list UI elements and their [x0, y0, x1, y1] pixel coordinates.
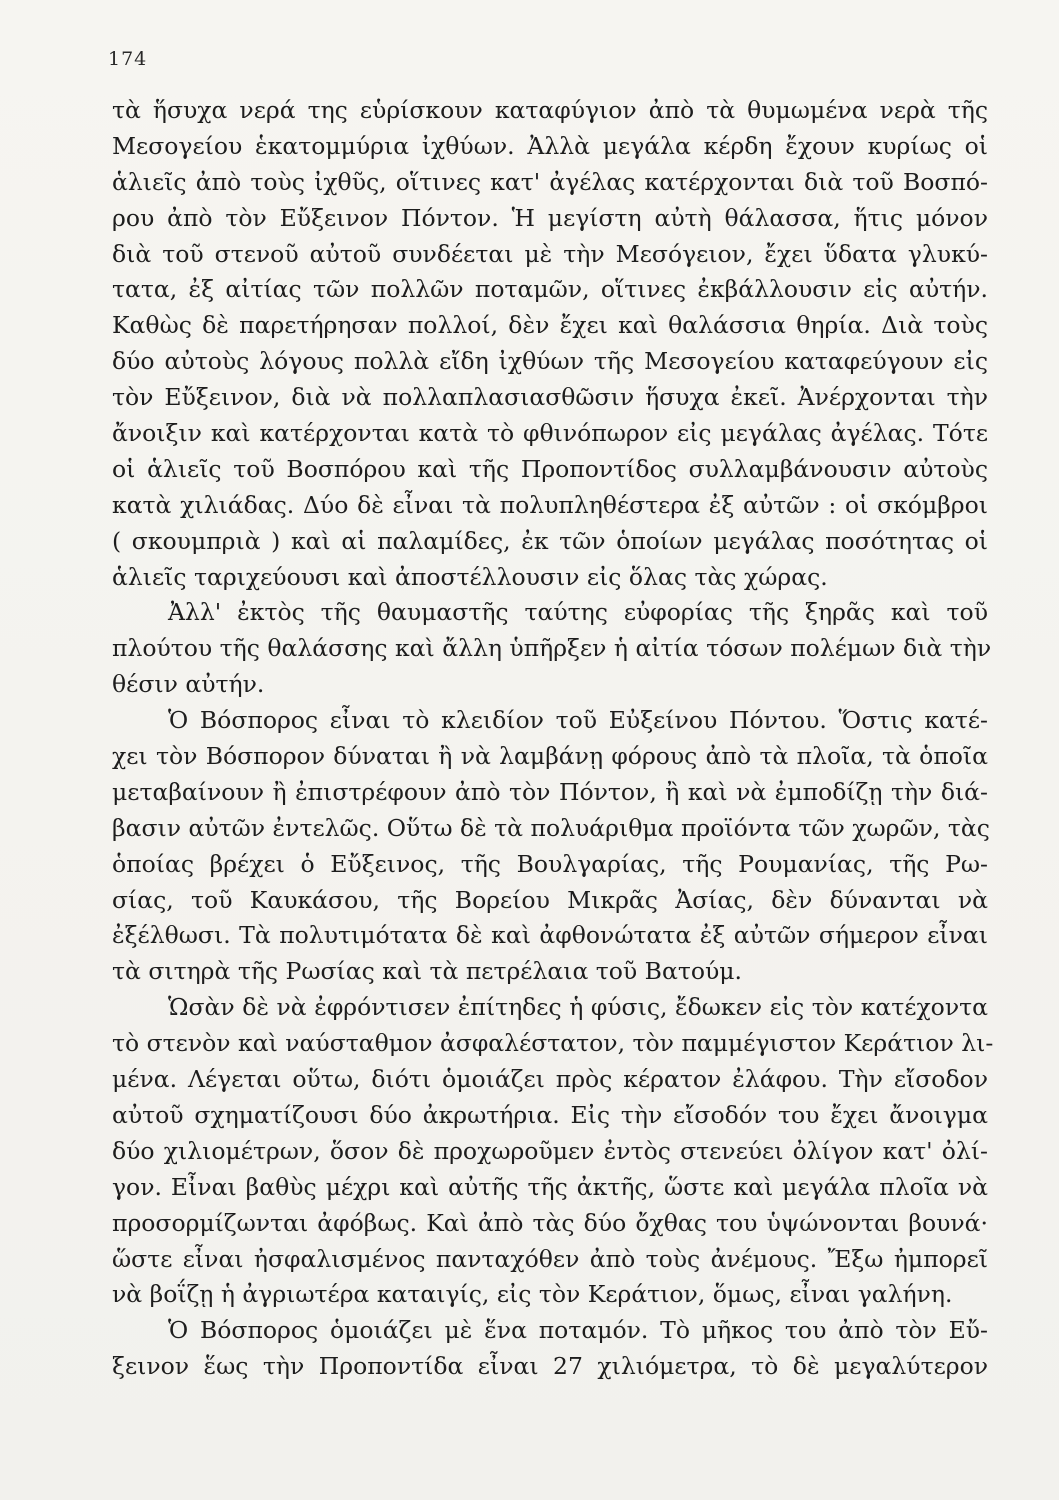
text-line: ἄνοιξιν καὶ κατέρχονται κατὰ τὸ φθινόπωρον εἰς μεγάλας ἀγέλας. Τότε: [112, 419, 988, 448]
text-line: τὰ σιτηρὰ τῆς Ρωσίας καὶ τὰ πετρέλαια τοῦ Βατούμ.: [112, 957, 743, 986]
text-line: θέσιν αὐτήν.: [112, 670, 265, 699]
text-line: ἁλιεῖς ἀπὸ τοὺς ἰχθῦς, οἵτινες κατ' ἀγέλας κατέρχονται διὰ τοῦ Βοσπό-: [112, 167, 988, 196]
text-line: ἐξέλθωσι. Τὰ πολυτιμότατα δὲ καὶ ἀφθονώτατα ἐξ αὐτῶν σήμερον εἶναι: [112, 921, 988, 950]
text-line: δύο χιλιομέτρων, ὅσον δὲ προχωροῦμεν ἐντὸς στενεύει ὀλίγον κατ' ὀλί-: [112, 1136, 988, 1165]
text-line: βασιν αὐτῶν ἐντελῶς. Οὕτω δὲ τὰ πολυάριθμα προϊόντα τῶν χωρῶν, τὰς: [112, 813, 990, 842]
text-line: μεταβαίνουν ἢ ἐπιστρέφουν ἀπὸ τὸν Πόντον, ἢ καὶ νὰ ἐμποδίζῃ τὴν διά-: [112, 777, 988, 806]
text-line: ὥστε εἶναι ἠσφαλισμένος πανταχόθεν ἀπὸ τοὺς ἀνέμους. Ἔξω ἠμπορεῖ: [112, 1244, 988, 1273]
text-line: διὰ τοῦ στενοῦ αὐτοῦ συνδέεται μὲ τὴν Μεσόγειον, ἔχει ὕδατα γλυκύ-: [112, 239, 988, 268]
body-text: [112, 93, 994, 1385]
text-line: γον. Εἶναι βαθὺς μέχρι καὶ αὐτῆς τῆς ἀκτῆς, ὥστε καὶ μεγάλα πλοῖα νὰ: [112, 1172, 988, 1201]
text-line: Μεσογείου ἑκατομμύρια ἰχθύων. Ἀλλὰ μεγάλα κέρδη ἔχουν κυρίως οἱ: [112, 131, 988, 160]
text-line: τατα, ἐξ αἰτίας τῶν πολλῶν ποταμῶν, οἵτινες ἐκβάλλουσιν εἰς αὐτήν.: [112, 275, 988, 304]
text-line: τὸ στενὸν καὶ ναύσταθμον ἀσφαλέστατον, τὸν παμμέγιστον Κεράτιον λι-: [112, 1029, 994, 1058]
text-line: μένα. Λέγεται οὕτω, διότι ὁμοιάζει πρὸς κέρατον ἐλάφου. Τὴν εἴσοδον: [112, 1065, 988, 1094]
text-line: ρου ἀπὸ τὸν Εὔξεινον Πόντον. Ἡ μεγίστη αὐτὴ θάλασσα, ἥτις μόνον: [112, 203, 988, 232]
text-line: ἁλιεῖς ταριχεύουσι καὶ ἀποστέλλουσιν εἰς ὅλας τὰς χώρας.: [112, 562, 828, 591]
text-line: Καθὼς δὲ παρετήρησαν πολλοί, δὲν ἔχει καὶ θαλάσσια θηρία. Διὰ τοὺς: [112, 311, 988, 340]
text-line: δύο αὐτοὺς λόγους πολλὰ εἴδη ἰχθύων τῆς Μεσογείου καταφεύγουν εἰς: [112, 347, 988, 376]
text-line: Ὡσὰν δὲ νὰ ἐφρόντισεν ἐπίτηδες ἡ φύσις, ἔδωκεν εἰς τὸν κατέχοντα: [168, 993, 988, 1022]
text-line: ( σκουμπριὰ ) καὶ αἱ παλαμίδες, ἐκ τῶν ὁποίων μεγάλας ποσότητας οἱ: [112, 526, 988, 555]
text-line: Ὁ Βόσπορος ὁμοιάζει μὲ ἕνα ποταμόν. Τὸ μῆκος του ἀπὸ τὸν Εὔ-: [168, 1316, 988, 1345]
page-number: 174: [108, 48, 148, 70]
text-line: τὸν Εὔξεινον, διὰ νὰ πολλαπλασιασθῶσιν ἥσυχα ἐκεῖ. Ἀνέρχονται τὴν: [112, 383, 988, 412]
text-line: ὁποίας βρέχει ὁ Εὔξεινος, τῆς Βουλγαρίας, τῆς Ρουμανίας, τῆς Ρω-: [112, 849, 988, 878]
text-line: αὐτοῦ σχηματίζουσι δύο ἀκρωτήρια. Εἰς τὴν εἴσοδόν του ἔχει ἄνοιγμα: [112, 1100, 988, 1129]
text-line: ξεινον ἕως τὴν Προποντίδα εἶναι 27 χιλιόμετρα, τὸ δὲ μεγαλύτερον: [112, 1352, 988, 1381]
text-line: Ὁ Βόσπορος εἶναι τὸ κλειδίον τοῦ Εὐξείνου Πόντου. Ὅστις κατέ-: [168, 706, 988, 735]
text-line: πλούτου τῆς θαλάσσης καὶ ἄλλη ὑπῆρξεν ἡ αἰτία τόσων πολέμων διὰ τὴν: [112, 634, 992, 663]
text-line: χει τὸν Βόσπορον δύναται ἢ νὰ λαμβάνῃ φόρους ἀπὸ τὰ πλοῖα, τὰ ὁποῖα: [112, 742, 988, 771]
text-line: κατὰ χιλιάδας. Δύο δὲ εἶναι τὰ πολυπληθέστερα ἐξ αὐτῶν : οἱ σκόμβροι: [112, 490, 988, 519]
text-line: σίας, τοῦ Καυκάσου, τῆς Βορείου Μικρᾶς Ἀσίας, δὲν δύνανται νὰ: [112, 885, 988, 914]
text-line: οἱ ἁλιεῖς τοῦ Βοσπόρου καὶ τῆς Προποντίδος συλλαμβάνουσιν αὐτοὺς: [112, 454, 988, 483]
text-line: τὰ ἥσυχα νερά της εὑρίσκουν καταφύγιον ἀπὸ τὰ θυμωμένα νερὰ τῆς: [112, 96, 988, 124]
text-line: προσορμίζωνται ἀφόβως. Καὶ ἀπὸ τὰς δύο ὄχθας του ὑψώνονται βουνά·: [112, 1208, 988, 1237]
text-line: νὰ βοΐζῃ ἡ ἀγριωτέρα καταιγίς, εἰς τὸν Κεράτιον, ὅμως, εἶναι γαλήνη.: [112, 1280, 953, 1309]
text-line: Ἀλλ' ἐκτὸς τῆς θαυμαστῆς ταύτης εὐφορίας τῆς ξηρᾶς καὶ τοῦ: [168, 598, 988, 627]
